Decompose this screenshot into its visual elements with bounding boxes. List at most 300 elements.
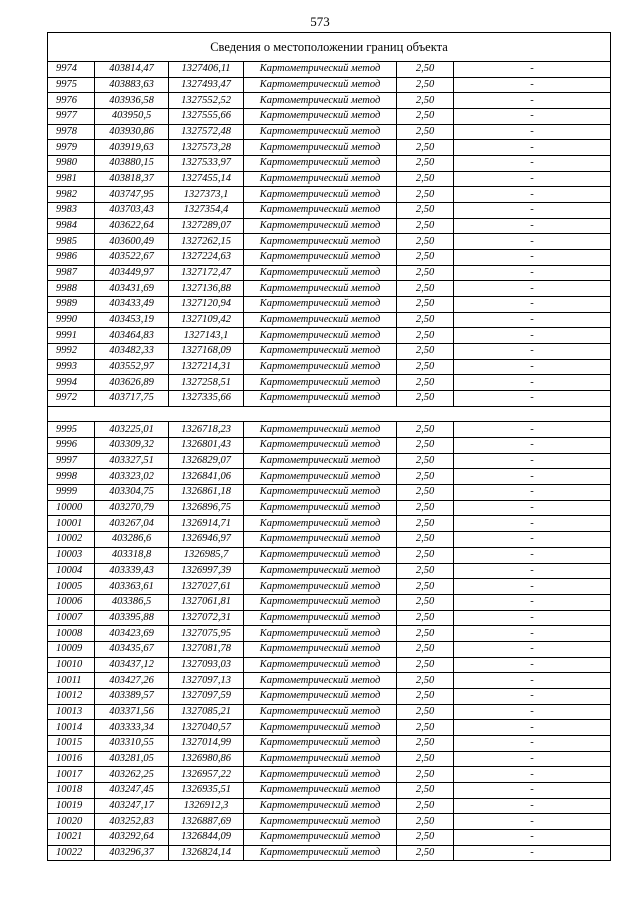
group-separator-row [48,406,611,422]
description-cell: - [454,453,611,469]
description-cell: - [454,798,611,814]
method-cell: Картометрический метод [244,485,397,501]
coordinate-x-cell: 403262,25 [95,767,169,783]
description-cell: - [454,469,611,485]
table-row [48,547,611,563]
table-row [48,93,611,109]
point-number-cell: 10016 [48,751,95,767]
point-number-cell: 9988 [48,281,95,297]
accuracy-cell: 2,50 [397,438,454,454]
description-cell: - [454,782,611,798]
coordinate-y-cell: 1327093,03 [169,657,244,673]
coordinate-y-cell: 1327168,09 [169,344,244,360]
point-number-cell: 10013 [48,704,95,720]
coordinate-x-cell: 403296,37 [95,845,169,861]
coordinate-x-cell: 403703,43 [95,203,169,219]
accuracy-cell: 2,50 [397,798,454,814]
method-cell: Картометрический метод [244,250,397,266]
description-cell: - [454,265,611,281]
accuracy-cell: 2,50 [397,673,454,689]
table-row [48,171,611,187]
method-cell: Картометрический метод [244,171,397,187]
method-cell: Картометрический метод [244,109,397,125]
coordinate-x-cell: 403292,64 [95,829,169,845]
point-number-cell: 9984 [48,218,95,234]
description-cell: - [454,250,611,266]
method-cell: Картометрический метод [244,453,397,469]
coordinate-y-cell: 1326914,71 [169,516,244,532]
coordinate-x-cell: 403950,5 [95,109,169,125]
coordinate-x-cell: 403437,12 [95,657,169,673]
coordinate-y-cell: 1327373,1 [169,187,244,203]
coordinate-y-cell: 1326718,23 [169,422,244,438]
coordinate-y-cell: 1327493,47 [169,77,244,93]
accuracy-cell: 2,50 [397,375,454,391]
coordinate-y-cell: 1326912,3 [169,798,244,814]
coordinate-y-cell: 1326824,14 [169,845,244,861]
coordinate-x-cell: 403333,34 [95,720,169,736]
accuracy-cell: 2,50 [397,281,454,297]
table-row [48,375,611,391]
description-cell: - [454,438,611,454]
point-number-cell: 9989 [48,297,95,313]
point-number-cell: 10022 [48,845,95,861]
description-cell: - [454,375,611,391]
point-number-cell: 10005 [48,579,95,595]
description-cell: - [454,218,611,234]
point-number-cell: 9982 [48,187,95,203]
point-number-cell: 9974 [48,62,95,78]
accuracy-cell: 2,50 [397,218,454,234]
table-row [48,469,611,485]
method-cell: Картометрический метод [244,344,397,360]
point-number-cell: 9972 [48,391,95,407]
description-cell: - [454,594,611,610]
table-row [48,720,611,736]
method-cell: Картометрический метод [244,626,397,642]
method-cell: Картометрический метод [244,720,397,736]
table-row [48,140,611,156]
table-row [48,579,611,595]
table-row [48,814,611,830]
description-cell: - [454,391,611,407]
table-row [48,297,611,313]
description-cell: - [454,234,611,250]
method-cell: Картометрический метод [244,359,397,375]
coordinate-x-cell: 403339,43 [95,563,169,579]
method-cell: Картометрический метод [244,610,397,626]
coordinate-x-cell: 403310,55 [95,735,169,751]
point-number-cell: 10019 [48,798,95,814]
coordinate-y-cell: 1326935,51 [169,782,244,798]
accuracy-cell: 2,50 [397,171,454,187]
accuracy-cell: 2,50 [397,547,454,563]
point-number-cell: 9992 [48,344,95,360]
point-number-cell: 9986 [48,250,95,266]
accuracy-cell: 2,50 [397,140,454,156]
method-cell: Картометрический метод [244,469,397,485]
coordinate-y-cell: 1327214,31 [169,359,244,375]
table-row [48,438,611,454]
accuracy-cell: 2,50 [397,845,454,861]
point-number-cell: 9980 [48,156,95,172]
accuracy-cell: 2,50 [397,594,454,610]
description-cell: - [454,767,611,783]
coordinate-x-cell: 403433,49 [95,297,169,313]
method-cell: Картометрический метод [244,422,397,438]
point-number-cell: 9983 [48,203,95,219]
coordinate-y-cell: 1327097,59 [169,688,244,704]
coordinate-y-cell: 1327572,48 [169,124,244,140]
coordinate-x-cell: 403431,69 [95,281,169,297]
coordinate-y-cell: 1327040,57 [169,720,244,736]
table-row [48,281,611,297]
description-cell: - [454,171,611,187]
method-cell: Картометрический метод [244,688,397,704]
coordinate-y-cell: 1327143,1 [169,328,244,344]
method-cell: Картометрический метод [244,782,397,798]
coordinate-y-cell: 1327027,61 [169,579,244,595]
coordinate-y-cell: 1327136,88 [169,281,244,297]
accuracy-cell: 2,50 [397,610,454,626]
coordinate-x-cell: 403919,63 [95,140,169,156]
point-number-cell: 9995 [48,422,95,438]
description-cell: - [454,281,611,297]
coordinate-x-cell: 403286,6 [95,532,169,548]
description-cell: - [454,735,611,751]
point-number-cell: 10021 [48,829,95,845]
table-row [48,688,611,704]
table-row [48,391,611,407]
coordinate-y-cell: 1326861,18 [169,485,244,501]
coordinate-x-cell: 403522,67 [95,250,169,266]
coordinate-x-cell: 403247,45 [95,782,169,798]
point-number-cell: 10012 [48,688,95,704]
accuracy-cell: 2,50 [397,751,454,767]
description-cell: - [454,610,611,626]
point-number-cell: 10000 [48,500,95,516]
coordinate-x-cell: 403818,37 [95,171,169,187]
accuracy-cell: 2,50 [397,156,454,172]
coordinate-y-cell: 1326844,09 [169,829,244,845]
table-row [48,500,611,516]
accuracy-cell: 2,50 [397,516,454,532]
coordinate-y-cell: 1326841,06 [169,469,244,485]
description-cell: - [454,688,611,704]
accuracy-cell: 2,50 [397,62,454,78]
accuracy-cell: 2,50 [397,453,454,469]
description-cell: - [454,814,611,830]
coordinate-x-cell: 403327,51 [95,453,169,469]
table-row [48,62,611,78]
description-cell: - [454,720,611,736]
coordinate-y-cell: 1327061,81 [169,594,244,610]
table-row [48,798,611,814]
accuracy-cell: 2,50 [397,265,454,281]
method-cell: Картометрический метод [244,814,397,830]
coordinate-y-cell: 1326946,97 [169,532,244,548]
method-cell: Картометрический метод [244,140,397,156]
point-number-cell: 9991 [48,328,95,344]
accuracy-cell: 2,50 [397,359,454,375]
description-cell: - [454,297,611,313]
method-cell: Картометрический метод [244,312,397,328]
method-cell: Картометрический метод [244,751,397,767]
description-cell: - [454,93,611,109]
table-row [48,751,611,767]
accuracy-cell: 2,50 [397,297,454,313]
point-number-cell: 9977 [48,109,95,125]
description-cell: - [454,422,611,438]
point-number-cell: 10004 [48,563,95,579]
description-cell: - [454,845,611,861]
description-cell: - [454,563,611,579]
coordinate-y-cell: 1327120,94 [169,297,244,313]
page-number: 573 [310,14,330,29]
coordinate-y-cell: 1327075,95 [169,626,244,642]
table-row [48,704,611,720]
description-cell: - [454,579,611,595]
coordinate-y-cell: 1327172,47 [169,265,244,281]
table-row [48,109,611,125]
description-cell: - [454,124,611,140]
description-cell: - [454,312,611,328]
coordinate-x-cell: 403435,67 [95,641,169,657]
description-cell: - [454,140,611,156]
coordinate-y-cell: 1327097,13 [169,673,244,689]
separator-cell [48,406,611,422]
point-number-cell: 9998 [48,469,95,485]
point-number-cell: 9981 [48,171,95,187]
accuracy-cell: 2,50 [397,469,454,485]
method-cell: Картометрический метод [244,234,397,250]
table-row [48,829,611,845]
coordinate-y-cell: 1326887,69 [169,814,244,830]
accuracy-cell: 2,50 [397,814,454,830]
description-cell: - [454,328,611,344]
point-number-cell: 10009 [48,641,95,657]
method-cell: Картометрический метод [244,281,397,297]
coordinate-x-cell: 403309,32 [95,438,169,454]
table-row [48,422,611,438]
coordinate-y-cell: 1326896,75 [169,500,244,516]
accuracy-cell: 2,50 [397,187,454,203]
description-cell: - [454,657,611,673]
coordinate-x-cell: 403267,04 [95,516,169,532]
point-number-cell: 10007 [48,610,95,626]
method-cell: Картометрический метод [244,77,397,93]
description-cell: - [454,109,611,125]
coordinate-y-cell: 1327406,11 [169,62,244,78]
boundary-table-container [47,32,610,861]
coordinate-y-cell: 1327573,28 [169,140,244,156]
coordinate-y-cell: 1327109,42 [169,312,244,328]
method-cell: Картометрический метод [244,156,397,172]
point-number-cell: 10010 [48,657,95,673]
table-row [48,782,611,798]
method-cell: Картометрический метод [244,673,397,689]
method-cell: Картометрический метод [244,579,397,595]
description-cell: - [454,77,611,93]
point-number-cell: 9993 [48,359,95,375]
coordinate-x-cell: 403482,33 [95,344,169,360]
description-cell: - [454,485,611,501]
description-cell: - [454,829,611,845]
point-number-cell: 9975 [48,77,95,93]
accuracy-cell: 2,50 [397,203,454,219]
coordinate-x-cell: 403464,83 [95,328,169,344]
method-cell: Картометрический метод [244,124,397,140]
table-row [48,610,611,626]
description-cell: - [454,156,611,172]
coordinate-x-cell: 403880,15 [95,156,169,172]
table-row [48,77,611,93]
accuracy-cell: 2,50 [397,124,454,140]
coordinate-x-cell: 403363,61 [95,579,169,595]
table-row [48,641,611,657]
accuracy-cell: 2,50 [397,735,454,751]
table-row [48,735,611,751]
accuracy-cell: 2,50 [397,485,454,501]
point-number-cell: 10014 [48,720,95,736]
coordinate-y-cell: 1327258,51 [169,375,244,391]
coordinate-y-cell: 1327072,31 [169,610,244,626]
method-cell: Картометрический метод [244,798,397,814]
description-cell: - [454,532,611,548]
description-cell: - [454,203,611,219]
coordinate-x-cell: 403814,47 [95,62,169,78]
description-cell: - [454,704,611,720]
point-number-cell: 10011 [48,673,95,689]
coordinate-x-cell: 403247,17 [95,798,169,814]
coordinate-x-cell: 403883,63 [95,77,169,93]
accuracy-cell: 2,50 [397,532,454,548]
table-row [48,673,611,689]
method-cell: Картометрический метод [244,735,397,751]
accuracy-cell: 2,50 [397,704,454,720]
accuracy-cell: 2,50 [397,579,454,595]
coordinate-x-cell: 403371,56 [95,704,169,720]
coordinate-y-cell: 1326801,43 [169,438,244,454]
coordinate-x-cell: 403389,57 [95,688,169,704]
table-row [48,203,611,219]
description-cell: - [454,751,611,767]
coordinate-y-cell: 1326957,22 [169,767,244,783]
table-row [48,187,611,203]
method-cell: Картометрический метод [244,328,397,344]
coordinate-y-cell: 1327224,63 [169,250,244,266]
coordinate-x-cell: 403936,58 [95,93,169,109]
coordinate-y-cell: 1326997,39 [169,563,244,579]
point-number-cell: 9996 [48,438,95,454]
method-cell: Картометрический метод [244,187,397,203]
point-number-cell: 10001 [48,516,95,532]
method-cell: Картометрический метод [244,641,397,657]
method-cell: Картометрический метод [244,375,397,391]
coordinate-y-cell: 1326985,7 [169,547,244,563]
accuracy-cell: 2,50 [397,312,454,328]
table-row [48,845,611,861]
description-cell: - [454,547,611,563]
table-row [48,485,611,501]
method-cell: Картометрический метод [244,563,397,579]
accuracy-cell: 2,50 [397,344,454,360]
table-row [48,265,611,281]
coordinate-y-cell: 1327085,21 [169,704,244,720]
table-row [48,156,611,172]
description-cell: - [454,62,611,78]
accuracy-cell: 2,50 [397,767,454,783]
coordinate-y-cell: 1327533,97 [169,156,244,172]
accuracy-cell: 2,50 [397,93,454,109]
point-number-cell: 10018 [48,782,95,798]
table-row [48,657,611,673]
coordinate-x-cell: 403323,02 [95,469,169,485]
point-number-cell: 9979 [48,140,95,156]
table-row [48,532,611,548]
method-cell: Картометрический метод [244,500,397,516]
description-cell: - [454,359,611,375]
coordinate-x-cell: 403552,97 [95,359,169,375]
accuracy-cell: 2,50 [397,688,454,704]
accuracy-cell: 2,50 [397,657,454,673]
point-number-cell: 9994 [48,375,95,391]
coordinate-y-cell: 1327552,52 [169,93,244,109]
table-row [48,516,611,532]
table-row [48,594,611,610]
point-number-cell: 9985 [48,234,95,250]
coordinate-y-cell: 1327262,15 [169,234,244,250]
accuracy-cell: 2,50 [397,328,454,344]
point-number-cell: 10003 [48,547,95,563]
description-cell: - [454,641,611,657]
accuracy-cell: 2,50 [397,391,454,407]
method-cell: Картометрический метод [244,265,397,281]
coordinate-x-cell: 403747,95 [95,187,169,203]
point-number-cell: 10006 [48,594,95,610]
accuracy-cell: 2,50 [397,720,454,736]
coordinate-y-cell: 1327289,07 [169,218,244,234]
table-row [48,626,611,642]
table-row [48,563,611,579]
point-number-cell: 9978 [48,124,95,140]
table-title-row [48,33,611,62]
description-cell: - [454,500,611,516]
method-cell: Картометрический метод [244,391,397,407]
description-cell: - [454,673,611,689]
point-number-cell: 10020 [48,814,95,830]
coordinate-x-cell: 403304,75 [95,485,169,501]
coordinate-y-cell: 1326829,07 [169,453,244,469]
method-cell: Картометрический метод [244,845,397,861]
accuracy-cell: 2,50 [397,829,454,845]
coordinate-x-cell: 403225,01 [95,422,169,438]
method-cell: Картометрический метод [244,297,397,313]
accuracy-cell: 2,50 [397,234,454,250]
method-cell: Картометрический метод [244,594,397,610]
coordinate-x-cell: 403626,89 [95,375,169,391]
point-number-cell: 10017 [48,767,95,783]
coordinate-x-cell: 403453,19 [95,312,169,328]
coordinate-x-cell: 403252,83 [95,814,169,830]
method-cell: Картометрический метод [244,438,397,454]
method-cell: Картометрический метод [244,657,397,673]
coordinate-x-cell: 403717,75 [95,391,169,407]
method-cell: Картометрический метод [244,62,397,78]
coordinate-y-cell: 1326980,86 [169,751,244,767]
accuracy-cell: 2,50 [397,250,454,266]
table-row [48,453,611,469]
